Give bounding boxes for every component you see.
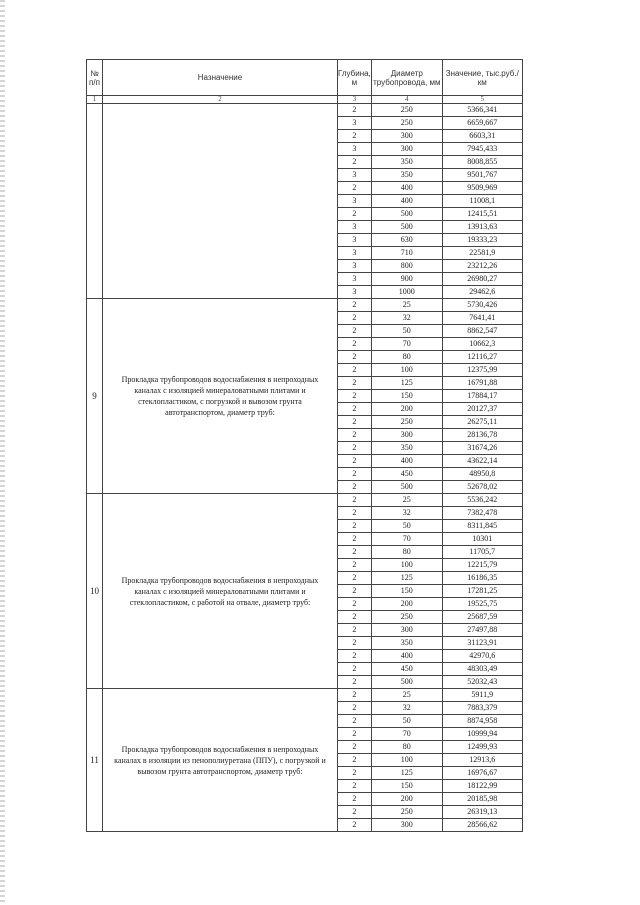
depth-cell: 2 bbox=[338, 403, 372, 416]
value-cell: 11705,7 bbox=[442, 546, 522, 559]
diameter-cell: 125 bbox=[371, 767, 442, 780]
diameter-cell: 350 bbox=[371, 156, 442, 169]
diameter-cell: 800 bbox=[371, 260, 442, 273]
table-row bbox=[87, 494, 523, 507]
item-description: Прокладка трубопроводов водоснабжения в непроходных каналах с изоляцией минераловатными плитами и стеклопластиком, с погрузкой и вывозом грунта автотранспортом, диаметр труб: bbox=[103, 299, 338, 494]
diameter-cell: 500 bbox=[371, 481, 442, 494]
value-cell: 26319,13 bbox=[442, 806, 522, 819]
diameter-cell: 250 bbox=[371, 611, 442, 624]
depth-cell: 2 bbox=[338, 416, 372, 429]
value-cell: 28566,62 bbox=[442, 819, 522, 832]
value-cell: 27497,88 bbox=[442, 624, 522, 637]
diameter-cell: 710 bbox=[371, 247, 442, 260]
diameter-cell: 80 bbox=[371, 546, 442, 559]
value-cell: 8862,547 bbox=[442, 325, 522, 338]
diameter-cell: 500 bbox=[371, 221, 442, 234]
value-cell: 29462,6 bbox=[442, 286, 522, 299]
column-index: 1 bbox=[87, 96, 103, 104]
value-cell: 22581,9 bbox=[442, 247, 522, 260]
item-description bbox=[103, 104, 338, 299]
depth-cell: 2 bbox=[338, 312, 372, 325]
value-cell: 16791,88 bbox=[442, 377, 522, 390]
diameter-cell: 400 bbox=[371, 182, 442, 195]
column-index-row bbox=[87, 96, 523, 104]
column-index: 3 bbox=[338, 96, 372, 104]
diameter-cell: 350 bbox=[371, 637, 442, 650]
depth-cell: 3 bbox=[338, 234, 372, 247]
table-row bbox=[87, 299, 523, 312]
item-description: Прокладка трубопроводов водоснабжения в непроходных каналах в изоляции из пенополиуретана (ППУ), с погрузкой и вывозом грунта автотранспортом, диаметр труб: bbox=[103, 689, 338, 832]
value-cell: 48950,8 bbox=[442, 468, 522, 481]
value-cell: 7641,41 bbox=[442, 312, 522, 325]
diameter-cell: 630 bbox=[371, 234, 442, 247]
depth-cell: 2 bbox=[338, 351, 372, 364]
depth-cell: 2 bbox=[338, 182, 372, 195]
diameter-cell: 250 bbox=[371, 806, 442, 819]
value-cell: 7945,433 bbox=[442, 143, 522, 156]
value-cell: 23212,26 bbox=[442, 260, 522, 273]
depth-cell: 2 bbox=[338, 767, 372, 780]
value-cell: 52678,02 bbox=[442, 481, 522, 494]
value-cell: 10301 bbox=[442, 533, 522, 546]
diameter-cell: 80 bbox=[371, 351, 442, 364]
diameter-cell: 350 bbox=[371, 442, 442, 455]
depth-cell: 2 bbox=[338, 208, 372, 221]
item-number bbox=[87, 104, 103, 299]
diameter-cell: 50 bbox=[371, 325, 442, 338]
item-number: 9 bbox=[87, 299, 103, 494]
diameter-cell: 250 bbox=[371, 117, 442, 130]
depth-cell: 2 bbox=[338, 325, 372, 338]
value-cell: 42970,6 bbox=[442, 650, 522, 663]
depth-cell: 3 bbox=[338, 260, 372, 273]
value-cell: 5730,426 bbox=[442, 299, 522, 312]
value-cell: 48303,49 bbox=[442, 663, 522, 676]
depth-cell: 2 bbox=[338, 130, 372, 143]
depth-cell: 2 bbox=[338, 494, 372, 507]
item-number: 10 bbox=[87, 494, 103, 689]
value-cell: 17884,17 bbox=[442, 390, 522, 403]
diameter-cell: 25 bbox=[371, 494, 442, 507]
value-cell: 9501,767 bbox=[442, 169, 522, 182]
depth-cell: 2 bbox=[338, 819, 372, 832]
diameter-cell: 70 bbox=[371, 533, 442, 546]
value-cell: 52032,43 bbox=[442, 676, 522, 689]
diameter-cell: 25 bbox=[371, 689, 442, 702]
depth-cell: 2 bbox=[338, 156, 372, 169]
value-cell: 10999,94 bbox=[442, 728, 522, 741]
value-cell: 12215,79 bbox=[442, 559, 522, 572]
page-left-edge bbox=[0, 0, 5, 905]
value-cell: 8311,845 bbox=[442, 520, 522, 533]
diameter-cell: 25 bbox=[371, 299, 442, 312]
depth-cell: 2 bbox=[338, 741, 372, 754]
depth-cell: 2 bbox=[338, 689, 372, 702]
depth-cell: 2 bbox=[338, 637, 372, 650]
diameter-cell: 200 bbox=[371, 793, 442, 806]
diameter-cell: 100 bbox=[371, 364, 442, 377]
depth-cell: 2 bbox=[338, 364, 372, 377]
depth-cell: 2 bbox=[338, 702, 372, 715]
depth-cell: 2 bbox=[338, 676, 372, 689]
depth-cell: 2 bbox=[338, 546, 372, 559]
diameter-cell: 150 bbox=[371, 585, 442, 598]
diameter-cell: 400 bbox=[371, 650, 442, 663]
value-cell: 10662,3 bbox=[442, 338, 522, 351]
value-cell: 43622,14 bbox=[442, 455, 522, 468]
value-cell: 20127,37 bbox=[442, 403, 522, 416]
value-cell: 6659,667 bbox=[442, 117, 522, 130]
diameter-cell: 100 bbox=[371, 559, 442, 572]
value-cell: 16976,67 bbox=[442, 767, 522, 780]
value-cell: 16186,35 bbox=[442, 572, 522, 585]
item-number: 11 bbox=[87, 689, 103, 832]
header-name: Назначение bbox=[103, 60, 338, 96]
header-value: Значение, тыс.руб./км bbox=[442, 60, 522, 96]
value-cell: 12415,51 bbox=[442, 208, 522, 221]
depth-cell: 3 bbox=[338, 247, 372, 260]
column-index: 5 bbox=[442, 96, 522, 104]
diameter-cell: 300 bbox=[371, 819, 442, 832]
depth-cell: 2 bbox=[338, 390, 372, 403]
diameter-cell: 400 bbox=[371, 455, 442, 468]
diameter-cell: 150 bbox=[371, 390, 442, 403]
depth-cell: 2 bbox=[338, 624, 372, 637]
depth-cell: 2 bbox=[338, 572, 372, 585]
value-cell: 26275,11 bbox=[442, 416, 522, 429]
value-cell: 17281,25 bbox=[442, 585, 522, 598]
item-description: Прокладка трубопроводов водоснабжения в непроходных каналах с изоляцией минераловатными плитами и стеклопластиком, с работой на отвале, диаметр труб: bbox=[103, 494, 338, 689]
depth-cell: 2 bbox=[338, 611, 372, 624]
diameter-cell: 200 bbox=[371, 403, 442, 416]
value-cell: 6603,31 bbox=[442, 130, 522, 143]
value-cell: 18122,99 bbox=[442, 780, 522, 793]
table-row bbox=[87, 689, 523, 702]
depth-cell: 2 bbox=[338, 468, 372, 481]
header-number: № п/п bbox=[87, 60, 103, 96]
depth-cell: 2 bbox=[338, 728, 372, 741]
diameter-cell: 32 bbox=[371, 702, 442, 715]
diameter-cell: 250 bbox=[371, 416, 442, 429]
depth-cell: 2 bbox=[338, 650, 372, 663]
diameter-cell: 900 bbox=[371, 273, 442, 286]
diameter-cell: 500 bbox=[371, 208, 442, 221]
value-cell: 12499,93 bbox=[442, 741, 522, 754]
depth-cell: 2 bbox=[338, 455, 372, 468]
depth-cell: 3 bbox=[338, 273, 372, 286]
depth-cell: 2 bbox=[338, 585, 372, 598]
diameter-cell: 1000 bbox=[371, 286, 442, 299]
diameter-cell: 300 bbox=[371, 624, 442, 637]
depth-cell: 2 bbox=[338, 338, 372, 351]
depth-cell: 2 bbox=[338, 299, 372, 312]
depth-cell: 2 bbox=[338, 754, 372, 767]
diameter-cell: 450 bbox=[371, 468, 442, 481]
diameter-cell: 450 bbox=[371, 663, 442, 676]
value-cell: 19333,23 bbox=[442, 234, 522, 247]
value-cell: 31674,26 bbox=[442, 442, 522, 455]
diameter-cell: 80 bbox=[371, 741, 442, 754]
header-depth: Глубина, м bbox=[338, 60, 372, 96]
diameter-cell: 125 bbox=[371, 377, 442, 390]
diameter-cell: 300 bbox=[371, 130, 442, 143]
diameter-cell: 200 bbox=[371, 598, 442, 611]
rates-table bbox=[86, 59, 523, 832]
depth-cell: 2 bbox=[338, 442, 372, 455]
value-cell: 28136,78 bbox=[442, 429, 522, 442]
value-cell: 31123,91 bbox=[442, 637, 522, 650]
diameter-cell: 300 bbox=[371, 143, 442, 156]
diameter-cell: 150 bbox=[371, 780, 442, 793]
diameter-cell: 400 bbox=[371, 195, 442, 208]
depth-cell: 2 bbox=[338, 507, 372, 520]
depth-cell: 2 bbox=[338, 715, 372, 728]
depth-cell: 2 bbox=[338, 429, 372, 442]
depth-cell: 3 bbox=[338, 117, 372, 130]
table-header bbox=[87, 60, 523, 104]
diameter-cell: 32 bbox=[371, 312, 442, 325]
header-diameter: Диаметр трубопровода, мм bbox=[371, 60, 442, 96]
table-body bbox=[87, 104, 523, 832]
depth-cell: 2 bbox=[338, 533, 372, 546]
value-cell: 12375,99 bbox=[442, 364, 522, 377]
diameter-cell: 350 bbox=[371, 169, 442, 182]
value-cell: 26980,27 bbox=[442, 273, 522, 286]
depth-cell: 3 bbox=[338, 286, 372, 299]
diameter-cell: 100 bbox=[371, 754, 442, 767]
value-cell: 7382,478 bbox=[442, 507, 522, 520]
value-cell: 13913,63 bbox=[442, 221, 522, 234]
depth-cell: 2 bbox=[338, 520, 372, 533]
depth-cell: 2 bbox=[338, 481, 372, 494]
value-cell: 25687,59 bbox=[442, 611, 522, 624]
depth-cell: 2 bbox=[338, 377, 372, 390]
value-cell: 19525,75 bbox=[442, 598, 522, 611]
column-index: 4 bbox=[371, 96, 442, 104]
depth-cell: 3 bbox=[338, 143, 372, 156]
depth-cell: 3 bbox=[338, 221, 372, 234]
diameter-cell: 32 bbox=[371, 507, 442, 520]
depth-cell: 2 bbox=[338, 793, 372, 806]
depth-cell: 2 bbox=[338, 559, 372, 572]
depth-cell: 3 bbox=[338, 195, 372, 208]
diameter-cell: 250 bbox=[371, 104, 442, 117]
diameter-cell: 50 bbox=[371, 715, 442, 728]
depth-cell: 3 bbox=[338, 169, 372, 182]
value-cell: 12913,6 bbox=[442, 754, 522, 767]
diameter-cell: 300 bbox=[371, 429, 442, 442]
value-cell: 7883,379 bbox=[442, 702, 522, 715]
value-cell: 9509,969 bbox=[442, 182, 522, 195]
value-cell: 5911,9 bbox=[442, 689, 522, 702]
diameter-cell: 50 bbox=[371, 520, 442, 533]
diameter-cell: 70 bbox=[371, 728, 442, 741]
depth-cell: 2 bbox=[338, 663, 372, 676]
value-cell: 8874,958 bbox=[442, 715, 522, 728]
diameter-cell: 70 bbox=[371, 338, 442, 351]
depth-cell: 2 bbox=[338, 780, 372, 793]
value-cell: 8008,855 bbox=[442, 156, 522, 169]
diameter-cell: 500 bbox=[371, 676, 442, 689]
value-cell: 11008,1 bbox=[442, 195, 522, 208]
value-cell: 5366,341 bbox=[442, 104, 522, 117]
value-cell: 5536,242 bbox=[442, 494, 522, 507]
value-cell: 12116,27 bbox=[442, 351, 522, 364]
column-index: 2 bbox=[103, 96, 338, 104]
value-cell: 20185,98 bbox=[442, 793, 522, 806]
depth-cell: 2 bbox=[338, 104, 372, 117]
diameter-cell: 125 bbox=[371, 572, 442, 585]
table-row bbox=[87, 104, 523, 117]
depth-cell: 2 bbox=[338, 598, 372, 611]
depth-cell: 2 bbox=[338, 806, 372, 819]
